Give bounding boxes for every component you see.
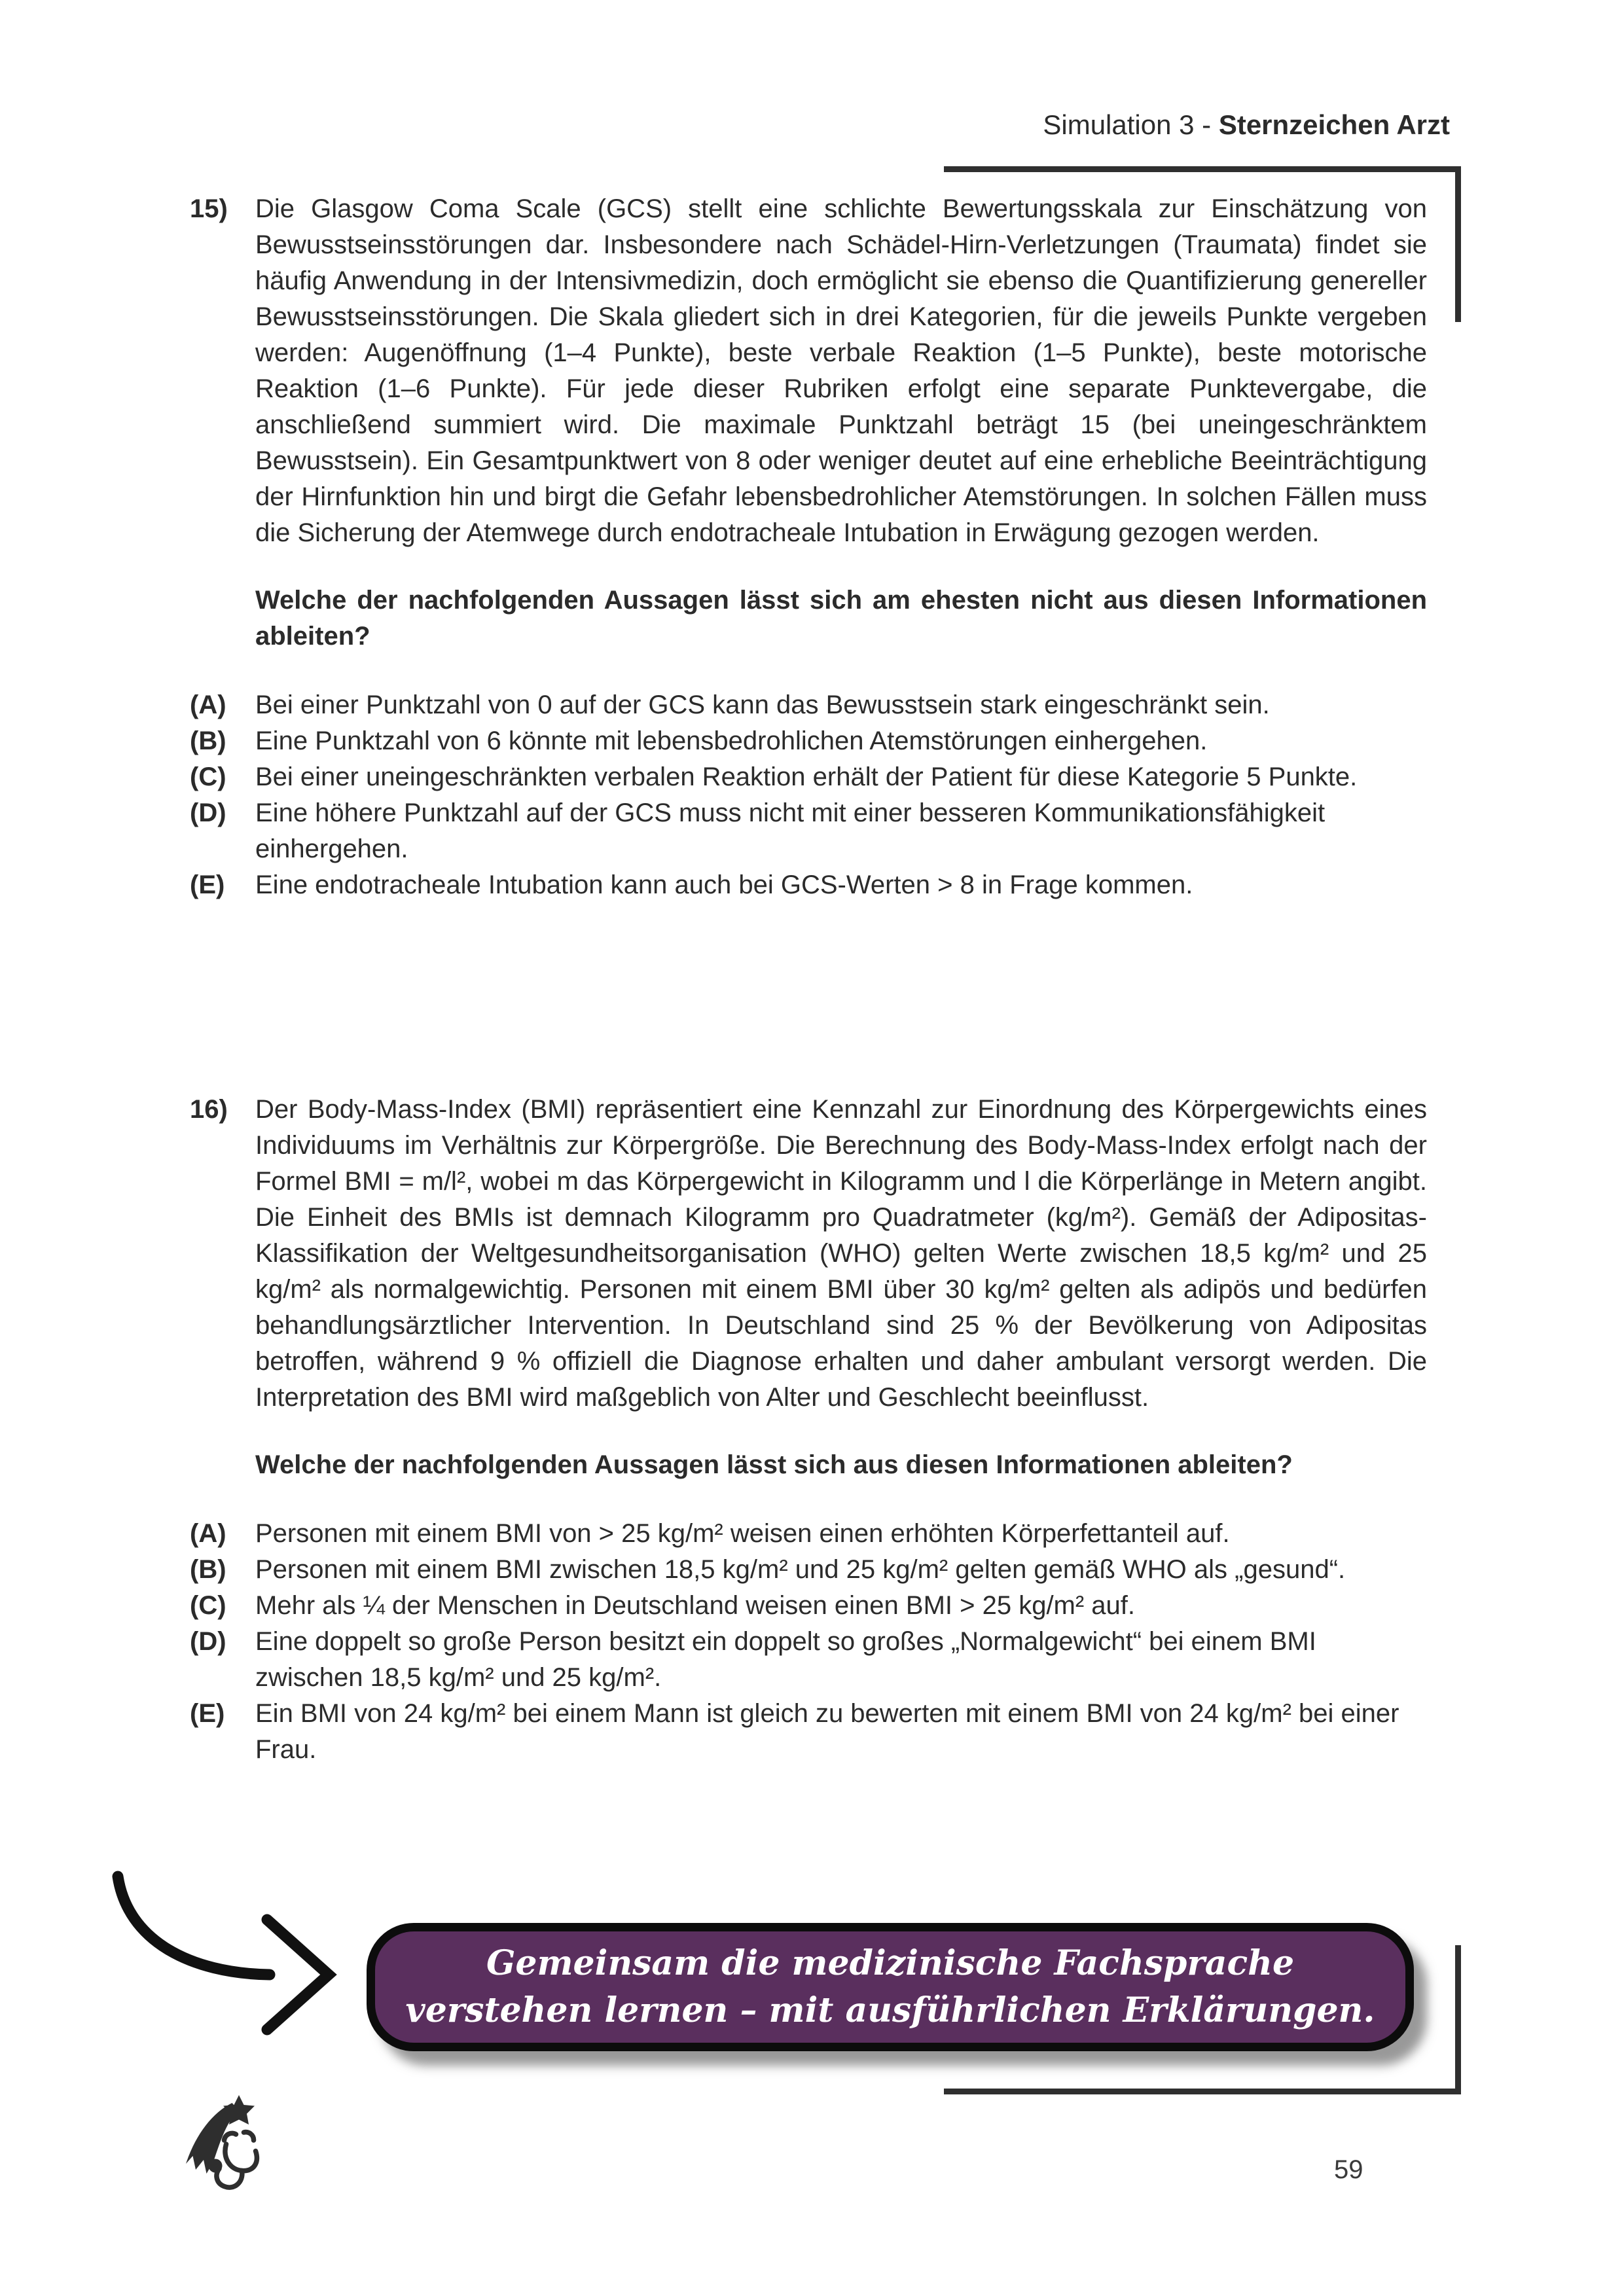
question-number: 15) xyxy=(190,194,228,223)
top-corner-bracket-horizontal xyxy=(944,166,1461,172)
option-label: (A) xyxy=(190,1519,226,1548)
option-text: Bei einer uneingeschränkten verbalen Reaktion erhält der Patient für diese Kategorie 5 Punkte. xyxy=(255,762,1358,791)
option-label: (C) xyxy=(190,1591,226,1620)
option-row-b xyxy=(190,1552,1427,1588)
callout-text-line2: verstehen lernen – mit ausführlichen Erklärungen. xyxy=(405,1990,1375,2030)
option-text: Personen mit einem BMI zwischen 18,5 kg/m² und 25 kg/m² gelten gemäß WHO als „gesund“. xyxy=(255,1555,1346,1584)
option-row-a xyxy=(190,687,1427,723)
options-list xyxy=(190,687,1427,903)
bottom-corner-bracket-horizontal xyxy=(944,2089,1461,2094)
bottom-corner-bracket-vertical xyxy=(1455,1945,1461,2094)
option-text: Personen mit einem BMI von > 25 kg/m² weisen einen erhöhten Körperfettanteil auf. xyxy=(255,1519,1230,1548)
page-number: 59 xyxy=(1334,2155,1363,2184)
question-block-16 xyxy=(190,1092,1427,1768)
question-passage: Die Glasgow Coma Scale (GCS) stellt eine schlichte Bewertungsskala zur Einschätzung von Bewusstseinsstörungen dar. Insbesondere nach Schädel-Hirn-Verletzungen (Traumata) findet sie häufig Anwendung in der Intensivmedizin, doch ermöglicht sie ebenso die Quantifizierung genereller Bewusstseinsstörungen. Die Skala gliedert sich in drei Kategorien, für die jeweils Punkte vergeben werden: Augenöffnung (1–4 Punkte), beste verbale Reaktion (1–5 Punkte), beste motorische Reaktion (1–6 Punkte). Für jede dieser Rubriken erfolgt eine separate Punktevergabe, die anschließend summiert wird. Die maximale Punktzahl beträgt 15 (bei uneingeschränktem Bewusstsein). Ein Gesamtpunktwert von 8 oder weniger deutet auf eine erhebliche Beeinträchtigung der Hirnfunktion hin und birgt die Gefahr lebensbedrohlicher Atemstörungen. In solchen Fällen muss die Sicherung der Atemwege durch endotracheale Intubation in Erwägung gezogen werden. xyxy=(255,194,1427,547)
option-row-e xyxy=(190,867,1427,903)
options-list xyxy=(190,1516,1427,1768)
option-text: Eine doppelt so große Person besitzt ein doppelt so großes „Normalgewicht“ bei einem BMI zwischen 18,5 kg/m² und 25 kg/m². xyxy=(255,1627,1316,1692)
question-block-15 xyxy=(190,191,1427,903)
option-row-c xyxy=(190,759,1427,795)
question-passage: Der Body-Mass-Index (BMI) repräsentiert eine Kennzahl zur Einordnung des Körpergewichts eines Individuums im Verhältnis zur Körpergröße. Die Berechnung des Body-Mass-Index erfolgt nach der Formel BMI = m/l², wobei m das Körpergewicht in Kilogramm und l die Körperlänge in Metern angibt. Die Einheit des BMIs ist demnach Kilogramm pro Quadratmeter (kg/m²). Gemäß der Adipositas-Klassifikation der Weltgesundheitsorganisation (WHO) gelten Werte zwischen 18,5 kg/m² und 25 kg/m² als normalgewichtig. Personen mit einem BMI über 30 kg/m² gelten als adipös und bedürfen behandlungsärztlicher Intervention. In Deutschland sind 25 % der Bevölkerung von Adipositas betroffen, während 9 % offiziell die Diagnose erhalten und daher ambulant versorgt werden. Die Interpretation des BMI wird maßgeblich von Alter und Geschlecht beeinflusst. xyxy=(255,1095,1427,1412)
question-number: 16) xyxy=(190,1095,228,1124)
option-label: (B) xyxy=(190,1555,226,1584)
option-label: (E) xyxy=(190,870,225,899)
question-prompt: Welche der nachfolgenden Aussagen lässt sich am ehesten nicht aus diesen Informationen ableiten? xyxy=(255,586,1427,651)
callout-box xyxy=(367,1923,1414,2051)
option-label: (A) xyxy=(190,691,226,719)
option-row-d xyxy=(190,795,1427,867)
option-text: Eine höhere Punktzahl auf der GCS muss nicht mit einer besseren Kommunikationsfähigkeit einhergehen. xyxy=(255,798,1326,863)
option-text: Bei einer Punktzahl von 0 auf der GCS kann das Bewusstsein stark eingeschränkt sein. xyxy=(255,691,1270,719)
top-corner-bracket-vertical xyxy=(1455,166,1461,322)
option-label: (B) xyxy=(190,726,226,755)
header-title-regular: Simulation 3 - xyxy=(1043,109,1219,140)
option-text: Ein BMI von 24 kg/m² bei einem Mann ist gleich zu bewerten mit einem BMI von 24 kg/m² bei einer Frau. xyxy=(255,1699,1399,1764)
option-row-b xyxy=(190,723,1427,759)
shooting-star-stethoscope-icon xyxy=(178,2093,276,2201)
question-passage-row xyxy=(190,191,1427,551)
option-label: (D) xyxy=(190,1627,226,1656)
callout-text-line1: Gemeinsam die medizinische Fachsprache xyxy=(486,1943,1295,1983)
option-label: (E) xyxy=(190,1699,225,1728)
option-label: (D) xyxy=(190,798,226,827)
option-label: (C) xyxy=(190,762,226,791)
option-text: Eine Punktzahl von 6 könnte mit lebensbedrohlichen Atemstörungen einhergehen. xyxy=(255,726,1208,755)
option-text: Mehr als ¼ der Menschen in Deutschland weisen einen BMI > 25 kg/m² auf. xyxy=(255,1591,1136,1620)
header-title-bold: Sternzeichen Arzt xyxy=(1218,109,1450,140)
curved-arrow-right-icon xyxy=(98,1869,347,2039)
option-row-d xyxy=(190,1624,1427,1696)
page-header xyxy=(1043,109,1450,141)
option-text: Eine endotracheale Intubation kann auch bei GCS-Werten > 8 in Frage kommen. xyxy=(255,870,1193,899)
option-row-a xyxy=(190,1516,1427,1552)
option-row-c xyxy=(190,1588,1427,1624)
option-row-e xyxy=(190,1696,1427,1768)
question-prompt: Welche der nachfolgenden Aussagen lässt sich aus diesen Informationen ableiten? xyxy=(255,1450,1293,1479)
question-passage-row xyxy=(190,1092,1427,1416)
